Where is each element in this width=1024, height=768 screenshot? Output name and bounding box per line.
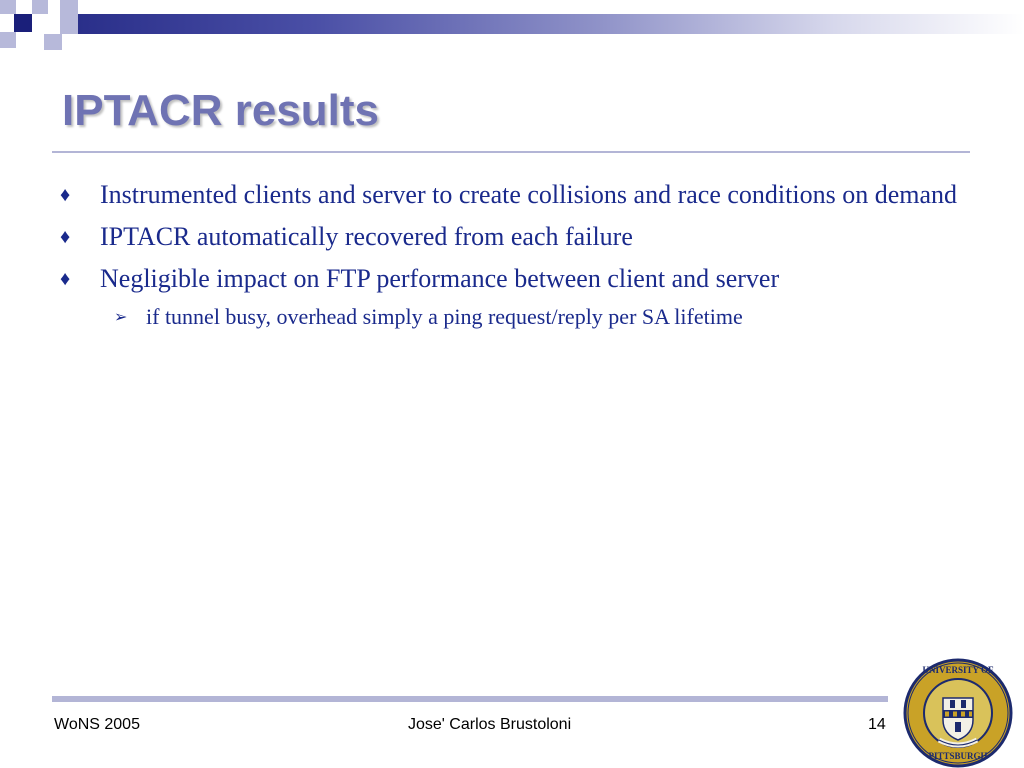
title-divider bbox=[52, 151, 970, 153]
decor-square bbox=[14, 14, 32, 32]
sub-bullet-item bbox=[60, 302, 970, 332]
page-number: 14 bbox=[868, 716, 886, 733]
svg-text:UNIVERSITY OF: UNIVERSITY OF bbox=[922, 665, 994, 675]
decor-square bbox=[44, 34, 62, 50]
footer-divider bbox=[52, 696, 888, 702]
title-bar-gradient bbox=[78, 14, 1024, 34]
bullet-list bbox=[60, 178, 970, 332]
decor-square bbox=[60, 0, 78, 14]
footer-left: WoNS 2005 bbox=[54, 716, 140, 733]
decor-square bbox=[0, 32, 16, 48]
slide-title: IPTACR results bbox=[62, 86, 380, 135]
bullet-item bbox=[60, 262, 970, 296]
decor-square bbox=[0, 0, 16, 14]
bullet-item bbox=[60, 178, 970, 212]
sub-bullet-text: if tunnel busy, overhead simply a ping request/reply per SA lifetime bbox=[146, 304, 743, 329]
bullet-item bbox=[60, 220, 970, 254]
decor-square bbox=[32, 0, 48, 14]
university-seal-icon bbox=[903, 658, 1013, 768]
decor-square bbox=[60, 14, 78, 34]
bullet-text: Negligible impact on FTP performance between client and server bbox=[100, 264, 780, 293]
diamond-bullet-icon: ♦ bbox=[60, 268, 71, 290]
svg-text:PITTSBURGH: PITTSBURGH bbox=[928, 751, 988, 761]
bullet-text: Instrumented clients and server to create collisions and race conditions on demand bbox=[100, 180, 957, 209]
bullet-text: IPTACR automatically recovered from each failure bbox=[100, 222, 633, 251]
footer-presenter: Jose' Carlos Brustoloni bbox=[408, 716, 572, 733]
diamond-bullet-icon: ♦ bbox=[60, 184, 71, 206]
diamond-bullet-icon: ♦ bbox=[60, 226, 71, 248]
arrowhead-bullet-icon: ➢ bbox=[114, 307, 128, 326]
